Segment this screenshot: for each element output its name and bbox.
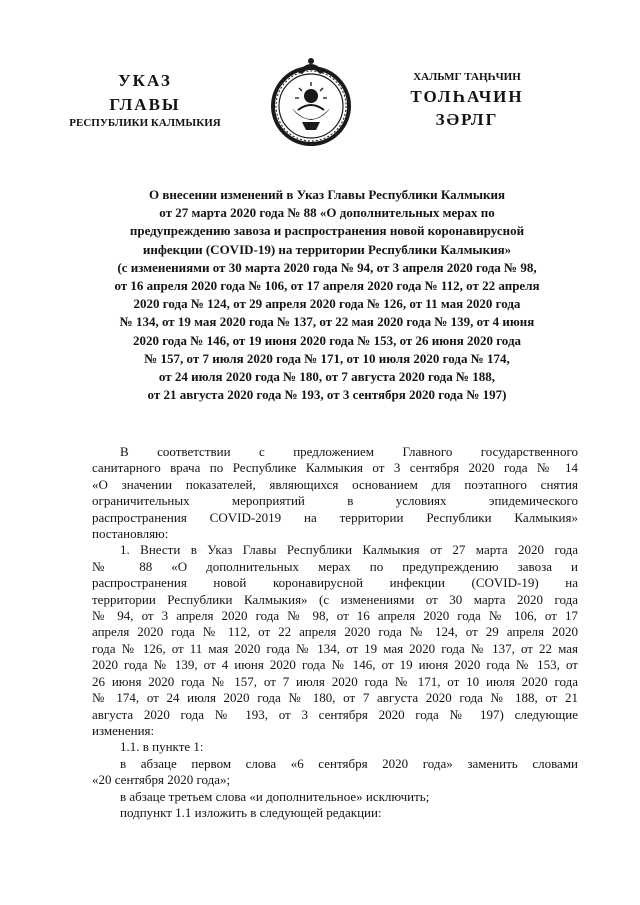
- body-line: «20 сентября 2020 года»;: [92, 772, 231, 788]
- body-line: территории Республики Калмыкия» (с изменениями от 30 марта 2020 года: [92, 591, 578, 607]
- header-right-line-1: ХАЛЬМГ ТАҢҺЧИН: [413, 71, 521, 83]
- body-line: № 94, от 3 апреля 2020 года № 98, от 16 апреля 2020 года № 106, от 17: [92, 608, 578, 624]
- body-line: № 174, от 24 июля 2020 года № 180, от 7 августа 2020 года № 188, от 21: [92, 690, 578, 706]
- body-line: распространения новой коронавирусной инфекции (COVID-19) на: [92, 575, 578, 591]
- body-line: 2020 года № 139, от 4 июня 2020 года № 146, от 19 июня 2020 года № 153, от: [92, 657, 578, 673]
- header-left: [60, 72, 230, 129]
- header-left-line-2: ГЛАВЫ: [109, 94, 181, 114]
- body-line: апреля 2020 года № 112, от 22 апреля 2020 года № 124, от 29 апреля 2020: [92, 624, 578, 640]
- body-line: В соответствии с предложением Главного государственного: [120, 444, 578, 459]
- body-line: августа 2020 года № 193, от 3 сентября 2020 года № 197) следующие: [92, 706, 578, 722]
- body-line: изменения:: [92, 722, 155, 738]
- header-right: [392, 72, 542, 129]
- body-line: в абзаце третьем слова «и дополнительное» исключить;: [120, 788, 430, 804]
- body-line: года № 126, от 11 мая 2020 года № 134, от 19 мая 2020 года № 137, от 22 мая: [92, 640, 578, 656]
- header-right-line-2: ТОЛҺАЧИН: [410, 86, 524, 106]
- title-line: от 24 июля 2020 года № 180, от 7 августа 2020 года № 188,: [158, 369, 496, 385]
- body-line: «О значении показателей, являющихся основанием для поэтапного снятия: [92, 476, 578, 492]
- body-line: 1.1. в пункте 1:: [120, 739, 204, 755]
- body-line: в абзаце первом слова «6 сентября 2020 года» заменить словами: [120, 755, 578, 771]
- body-line: № 88 «О дополнительных мерах по предупреждению завоза и: [92, 558, 578, 574]
- body-line: санитарного врача по Республике Калмыкия от 3 сентября 2020 года № 14: [92, 460, 578, 476]
- title-line: О внесении изменений в Указ Главы Республики Калмыкия: [148, 187, 506, 202]
- body-line: подпункт 1.1 изложить в следующей редакции:: [120, 804, 382, 820]
- title-line: 2020 года № 124, от 29 апреля 2020 года № 126, от 11 мая 2020 года: [133, 296, 521, 312]
- title-line: (с изменениями от 30 марта 2020 года № 94, от 3 апреля 2020 года № 98,: [117, 259, 537, 275]
- header-right-line-3: ЗӘРЛГ: [435, 110, 499, 130]
- body-line: 26 июня 2020 года № 157, от 7 июля 2020 года № 171, от 10 июля 2020 года: [92, 673, 578, 689]
- body-line: распространения COVID-2019 на территории Республики Калмыкия»: [92, 509, 578, 525]
- body-line: ограничительных мероприятий в условиях эпидемического: [92, 493, 578, 509]
- header-left-line-1: УКАЗ: [118, 71, 172, 90]
- header-left-line-3: РЕСПУБЛИКИ КАЛМЫКИЯ: [69, 116, 221, 129]
- body-line: 1. Внести в Указ Главы Республики Калмыкия от 27 марта 2020 года: [120, 542, 578, 558]
- document-title: [62, 186, 592, 404]
- coat-of-arms-emblem: [268, 52, 354, 150]
- title-line: 2020 года № 146, от 19 июня 2020 года № 153, от 26 июня 2020 года: [132, 332, 522, 348]
- title-line: от 27 марта 2020 года № 88 «О дополнительных мерах по: [159, 205, 495, 221]
- title-line: № 157, от 7 июля 2020 года № 171, от 10 июля 2020 года № 174,: [144, 350, 510, 366]
- title-line: инфекции (COVID-19) на территории Республики Калмыкия»: [142, 241, 512, 257]
- title-line: от 21 августа 2020 года № 193, от 3 сентября 2020 года № 197): [147, 387, 507, 403]
- title-line: предупреждению завоза и распространения новой коронавирусной: [129, 223, 525, 239]
- body-line: постановляю:: [92, 526, 169, 542]
- title-line: от 16 апреля 2020 года № 106, от 17 апреля 2020 года № 112, от 22 апреля: [114, 278, 540, 294]
- document-body: [92, 444, 578, 821]
- title-line: № 134, от 19 мая 2020 года № 137, от 22 мая 2020 года № 139, от 4 июня: [119, 314, 535, 330]
